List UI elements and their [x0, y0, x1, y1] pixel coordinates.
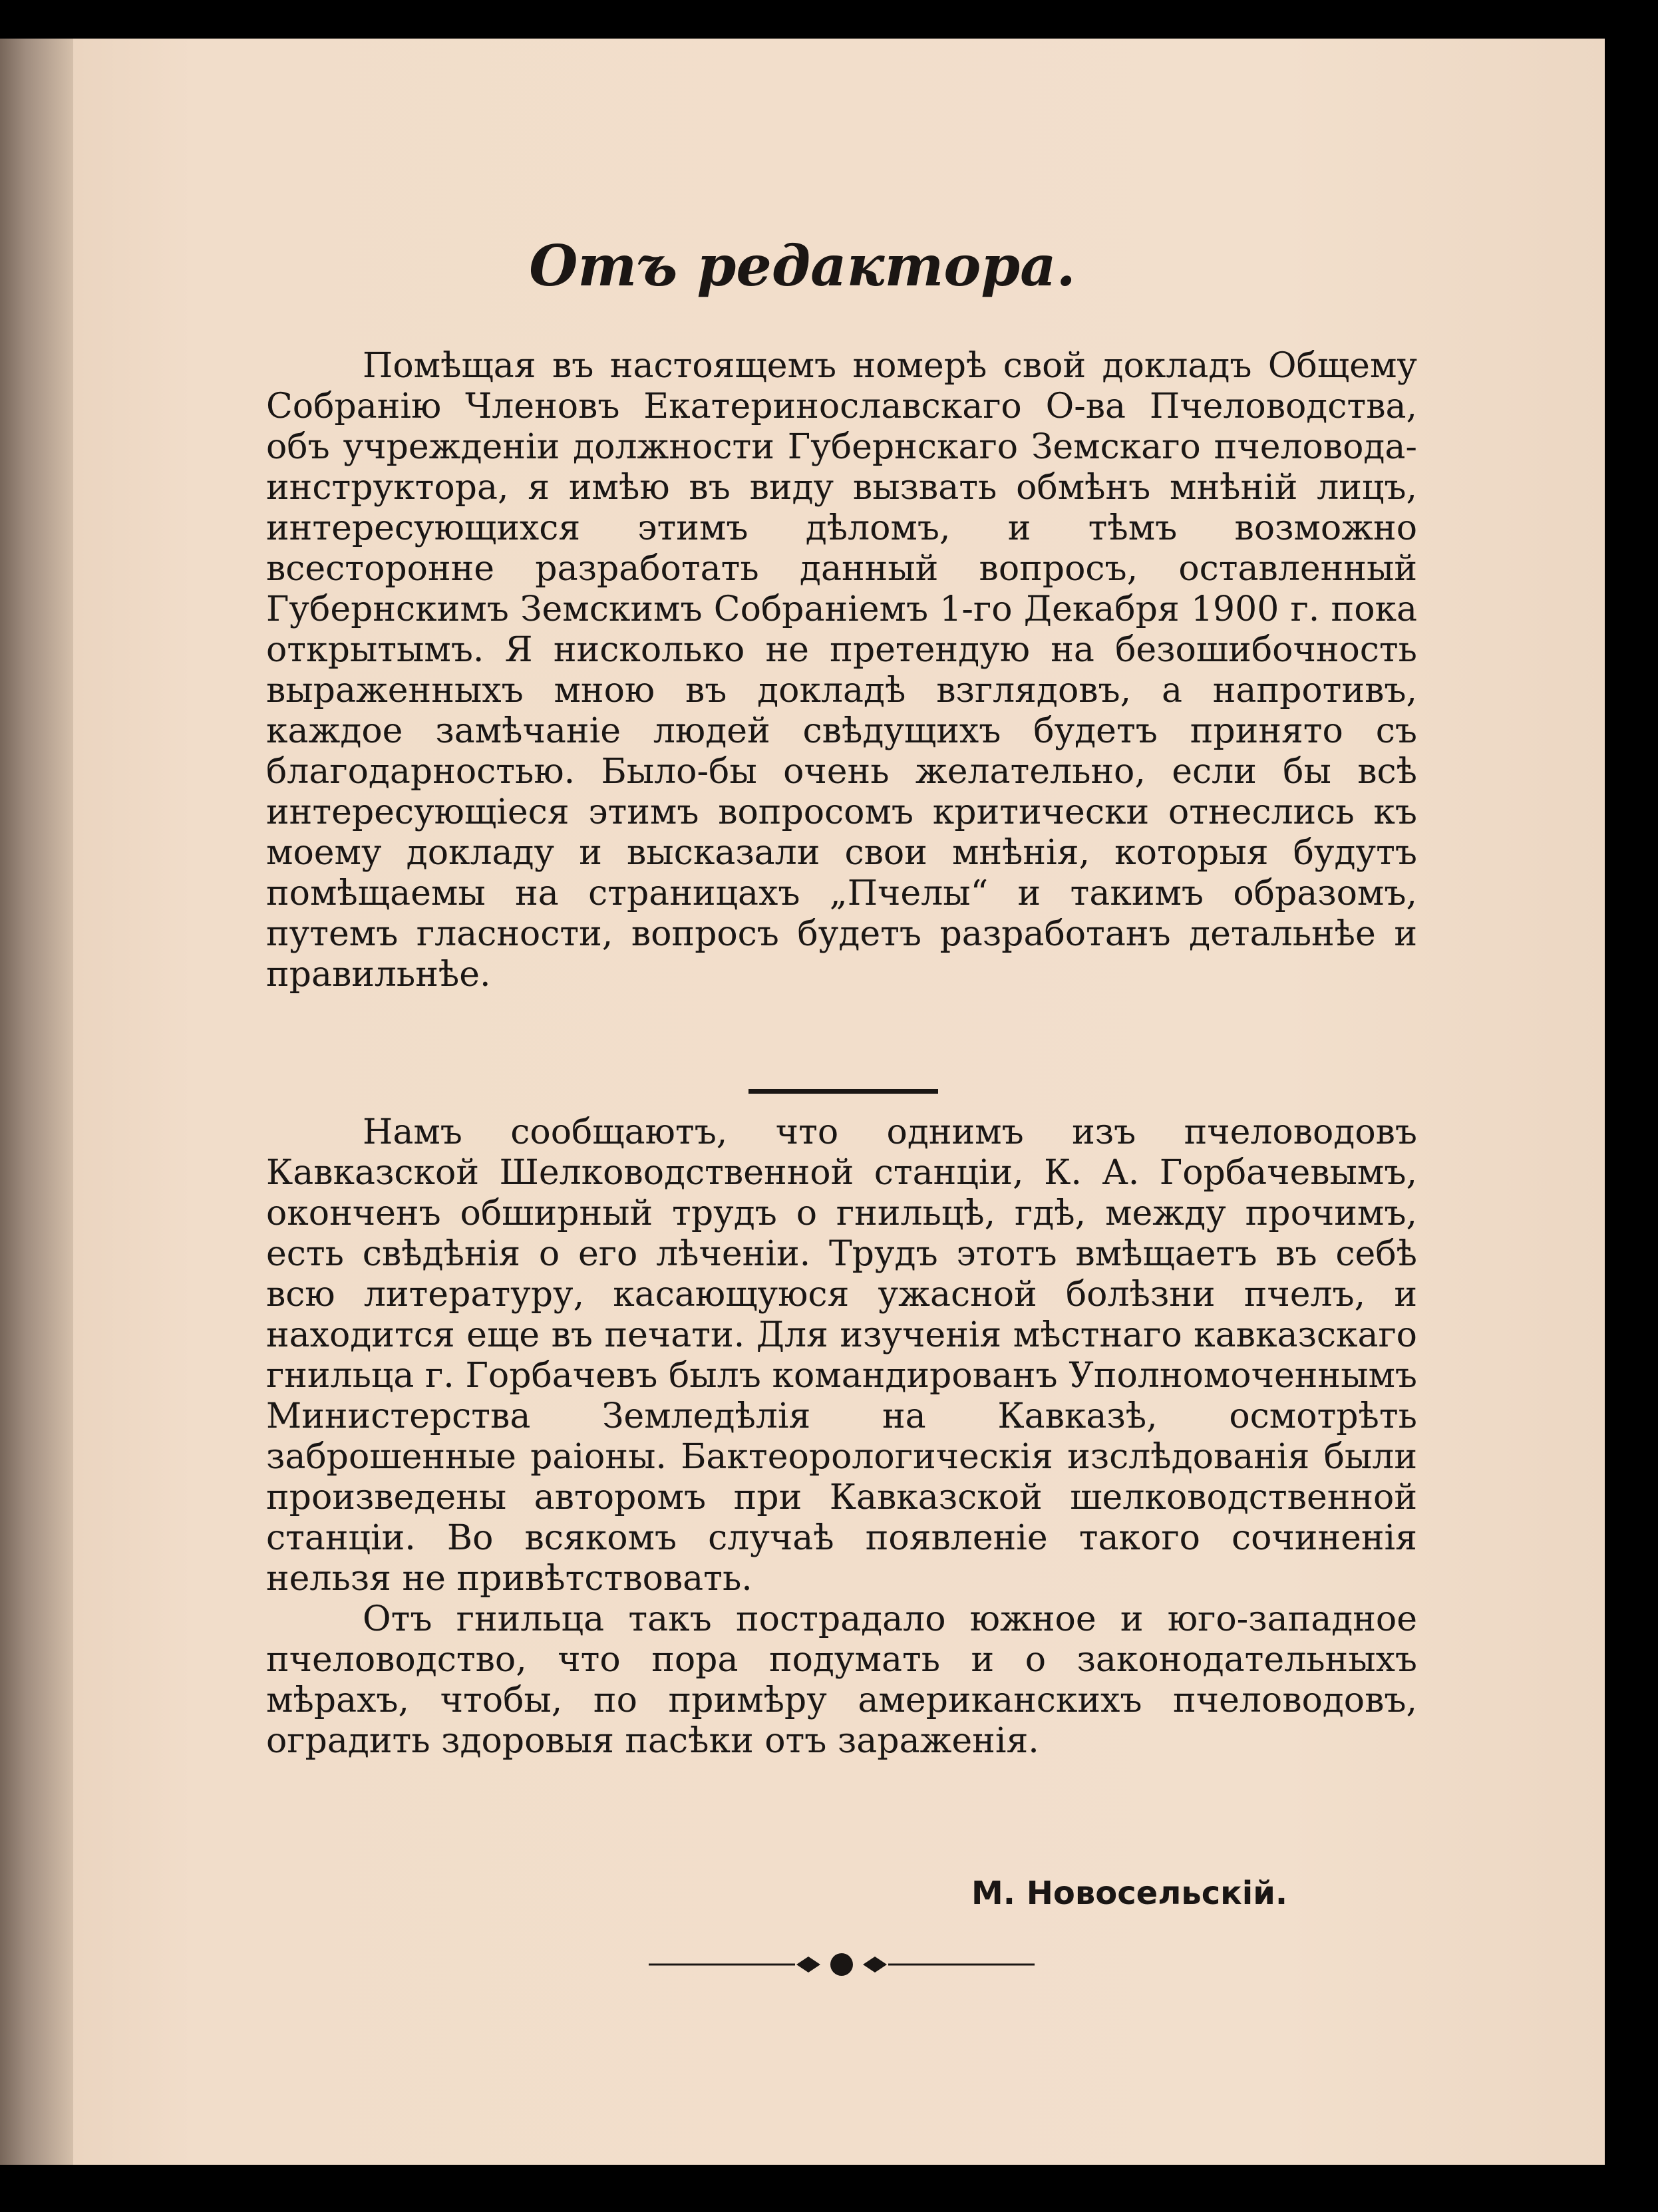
author-signature: М. Новосельскiй. — [971, 1875, 1288, 1912]
news-section — [266, 1112, 1417, 1762]
book-spine-shadow — [0, 39, 73, 2165]
section-divider — [748, 1089, 938, 1094]
news-paragraph-1: Намъ сообщаютъ, что однимъ изъ пчеловодовъ Кавказской Шелководственной станцiи, К. А. Горбачевымъ, оконченъ обширный трудъ о гнильцѣ, гдѣ, между прочимъ, есть свѣдѣнiя о его лѣченiи. Трудъ этотъ вмѣщаетъ въ себѣ всю литературу, касающуюся ужасной болѣзни пчелъ, и находится еще въ печати. Для изученiя мѣстнаго кавказскаго гнильца г. Горбачевъ былъ командированъ Уполномоченнымъ Министерства Земледѣлiя на Кавказѣ, осмотрѣть заброшенные раiоны. Бактеорологическiя изслѣдованiя были произведены авторомъ при Кавказской шелководственной станцiи. Во всякомъ случаѣ появленiе такого сочиненiя нельзя не привѣтствовать. — [266, 1112, 1417, 1599]
page-title: Отъ редактора. — [529, 233, 1076, 299]
editor-note-paragraph: Помѣщая въ настоящемъ номерѣ свой докладъ Общему Собранiю Членовъ Екатеринославскаго О-ва Пчеловодства, объ учрежденiи должности Губернскаго Земскаго пчеловода-инструктора, я имѣю въ виду вызвать обмѣнъ мнѣнiй лицъ, интересующихся этимъ дѣломъ, и тѣмъ возможно всесторонне разработать данный вопросъ, оставленный Губернскимъ Земскимъ Собранiемъ 1-го Декабря 1900 г. пока открытымъ. Я нисколько не претендую на безошибочность выраженныхъ мною въ докладѣ взглядовъ, а напротивъ, каждое замѣчанiе людей свѣдущихъ будетъ принято съ благодарностью. Было-бы очень желательно, если бы всѣ интересующiеся этимъ вопросомъ критически отнеслись къ моему докладу и высказали свои мнѣнiя, которыя будутъ помѣщаемы на страницахъ „Пчелы“ и такимъ образомъ, путемъ гласности, вопросъ будетъ разработанъ детальнѣе и правильнѣе. — [266, 346, 1417, 995]
editor-note — [266, 346, 1417, 995]
news-paragraph-2: Отъ гнильца такъ пострадало южное и юго-западное пчеловодство, что пора подумать и о законодательныхъ мѣрахъ, чтобы, по примѣру американскихъ пчеловодовъ, оградить здоровыя пасѣки отъ зараженiя. — [266, 1599, 1417, 1761]
scan-border-right — [1605, 0, 1658, 2212]
scan-border-bottom — [0, 2165, 1658, 2212]
ornament-divider-icon — [649, 1951, 1035, 1978]
